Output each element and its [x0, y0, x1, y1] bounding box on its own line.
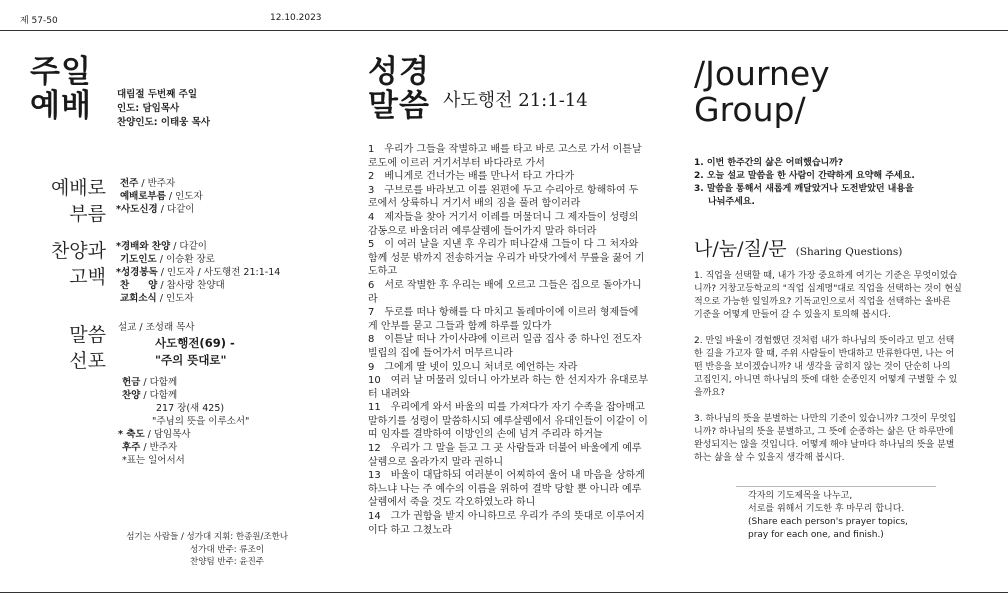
verse: 10 여러 날 머물러 있더니 아가보라 하는 한 선지자가 유대로부터 내려와 — [368, 375, 648, 400]
verse: 8 이튿날 떠나 가이사랴에 이르러 일곱 집사 중 하나인 전도자 빌립의 집에 들어가서 머무르니라 — [368, 334, 642, 359]
sharing-questions — [694, 270, 962, 478]
call-order — [116, 177, 203, 216]
order-item: 헌금 / 다함께 — [122, 377, 178, 388]
worship-title: 주일 예배 — [30, 54, 92, 124]
worship-info — [117, 88, 210, 130]
question: 2. 만일 바울이 경험했던 것처럼 내가 하나님의 뜻이라고 믿고 선택한 길을 가고자 할 때, 주위 사람들이 반대하고 만류한다면, 나는 어떤 반응을 보이겠습니까? 내 생각을 굽히지 않는 것이 단순히 나의 고집인지, 아니면 하나님의 뜻에 대한 순종인지 어떻게 구별할 수 있을까요? — [694, 336, 958, 398]
order-item: *사도신경 / 다같이 — [116, 204, 195, 215]
prayer-box-divider — [736, 486, 936, 487]
order-item: 교회소식 / 인도자 — [120, 293, 194, 304]
verse: 11 우리에게 와서 바울의 띠를 가져다가 자기 수족을 잡아매고 말하기를 성령이 말씀하시되 예루살렘에서 유대인들이 이같이 이 띠 임자를 결박하여 이방인의 손에 넘겨 주리라 하거늘 — [368, 402, 648, 441]
order-item: 전주 / 반주자 — [120, 178, 176, 189]
worship-leader: 인도: 담임목사 — [117, 103, 180, 114]
word-order — [118, 321, 195, 334]
order-item: * 축도 / 담임목사 — [118, 429, 191, 440]
section-title-call: 예배로 부름 — [50, 177, 106, 225]
praise-leader: 찬양인도: 이태웅 목사 — [117, 117, 211, 128]
order-item: 기도인도 / 이승환 장로 — [120, 254, 215, 265]
verse: 1 우리가 그들을 작별하고 배를 타고 바로 고스로 가서 이튿날 로도에 이르러 거기서부터 바다라로 가서 — [368, 144, 642, 169]
hymn-number: 217 장(새 425) — [156, 403, 225, 414]
advent-subtitle: 대림절 두번째 주일 — [117, 89, 198, 100]
question: 1. 직업을 선택할 때, 내가 가장 중요하게 여기는 기준은 무엇이었습니까? 거창고등학교의 "직업 십계명"대로 직업을 선택하는 것이 현실적으로 가능한 일일까요? 기독교인으로서 직업을 선택하는 올바른 기준을 어떻게 만들어 갈 수 있을지 토의해 봅시다. — [694, 271, 962, 320]
standing-note: *표는 일어서서 — [122, 455, 185, 466]
bottom-rule — [0, 592, 1008, 593]
journey-intro-questions: 1. 이번 한주간의 삶은 어떠했습니까? 2. 오늘 설교 말씀을 한 사람이 간략하게 요약해 주세요. 3. 말씀을 통해서 새롭게 깨달았거나 도전받았던 내용을 나눠주세요. — [694, 158, 915, 207]
verse: 7 두로를 떠나 항해를 다 마치고 돌레마이에 이르러 형제들에게 안부를 묻고 그들과 함께 하루를 있다가 — [368, 307, 639, 332]
scripture-passage — [368, 143, 648, 537]
verse: 3 구브로를 바라보고 이를 왼편에 두고 수리아로 항해하여 두로에서 상륙하니 거기서 배의 짐을 풀려 함이러라 — [368, 184, 639, 210]
sharing-title: 나/눔/질/문 (Sharing Questions) — [694, 238, 903, 260]
prayer-instructions: 각자의 기도제목을 나누고, 서로를 위해서 기도한 후 마무리 합니다. (Share each person's prayer topics, pray for each one, and finish.) — [748, 491, 908, 540]
order-item: *성경봉독 / 인도자 / 사도행전 21:1-14 — [116, 267, 281, 278]
verse: 6 서로 작별한 후 우리는 배에 오르고 그들은 집으로 돌아가니라 — [368, 279, 642, 305]
servers: 섬기는 사람들 / 성가대 지휘: 한종원/조한나 성가대 반주: 류조이 찬양팀 반주: 윤진주 — [126, 532, 288, 567]
question: 3. 하나님의 뜻을 분별하는 나만의 기준이 있습니까? 그것이 무엇입니까? 하나님의 뜻을 분별하고, 그 뜻에 순종하는 삶은 단 하루만에 완성되지는 않을 것입니다. 어떻게 해야 날마다 하나님의 뜻을 분별하는 삶을 살 수 있을지 생각해 봅시다. — [694, 414, 957, 463]
scripture-reference: 사도행전 21:1-14 — [443, 90, 588, 111]
order-item: 찬 양 / 참사랑 찬양대 — [120, 280, 225, 291]
top-rule — [0, 30, 1008, 31]
order-item: 예배로부름 / 인도자 — [120, 191, 203, 202]
hymn-title: "주님의 뜻을 이루소서" — [152, 416, 250, 427]
preacher: 설교 / 조성래 목사 — [118, 322, 195, 333]
closing-order — [118, 376, 250, 467]
bible-title: 성경 말씀 — [368, 54, 430, 124]
verse: 14 그가 권함을 받지 아니하므로 우리가 주의 뜻대로 이루어지이다 하고 그쳤노라 — [368, 511, 645, 536]
section-title-praise: 찬양과 고백 — [50, 240, 106, 288]
verse: 4 제자들을 찾아 거기서 이레를 머물더니 그 제자들이 성령의 감동으로 바울더러 예루살렘에 들어가지 말라 하더라 — [368, 211, 639, 237]
journey-title: /Journey Group/ — [694, 54, 830, 129]
verse: 5 이 여러 날을 지낸 후 우리가 떠나갈새 그들이 다 그 처자와 함께 성문 밖까지 전송하거늘 우리가 바닷가에서 무릎을 꿇어 기도하고 — [368, 239, 645, 278]
order-item: *경배와 찬양 / 다같이 — [116, 241, 207, 252]
bulletin-date: 12.10.2023 — [270, 13, 322, 23]
praise-order — [116, 240, 280, 305]
verse: 9 그에게 딸 넷이 있으니 처녀로 예언하는 자라 — [368, 361, 578, 373]
order-item: 후주 / 반주자 — [122, 442, 178, 453]
verse: 13 바울이 대답하되 여러분이 어찌하여 울어 내 마음을 상하게 하느냐 나는 주 예수의 이름을 위하여 결박 당할 뿐 아니라 예루살렘에서 죽을 것도 각오하였노라 하니 — [368, 470, 645, 509]
section-title-word: 말씀 선포 — [69, 324, 106, 372]
order-item: 찬양 / 다함께 — [122, 390, 178, 401]
sermon-title: 사도행전(69) - "주의 뜻대로" — [155, 336, 235, 367]
verse: 2 베니게로 건너가는 배를 만나서 타고 가다가 — [368, 171, 575, 183]
page-number: 제 57-50 — [20, 16, 58, 26]
verse: 12 우리가 그 말을 듣고 그 곳 사람들과 더불어 바울에게 예루살렘으로 올라가지 말라 권하니 — [368, 443, 642, 468]
